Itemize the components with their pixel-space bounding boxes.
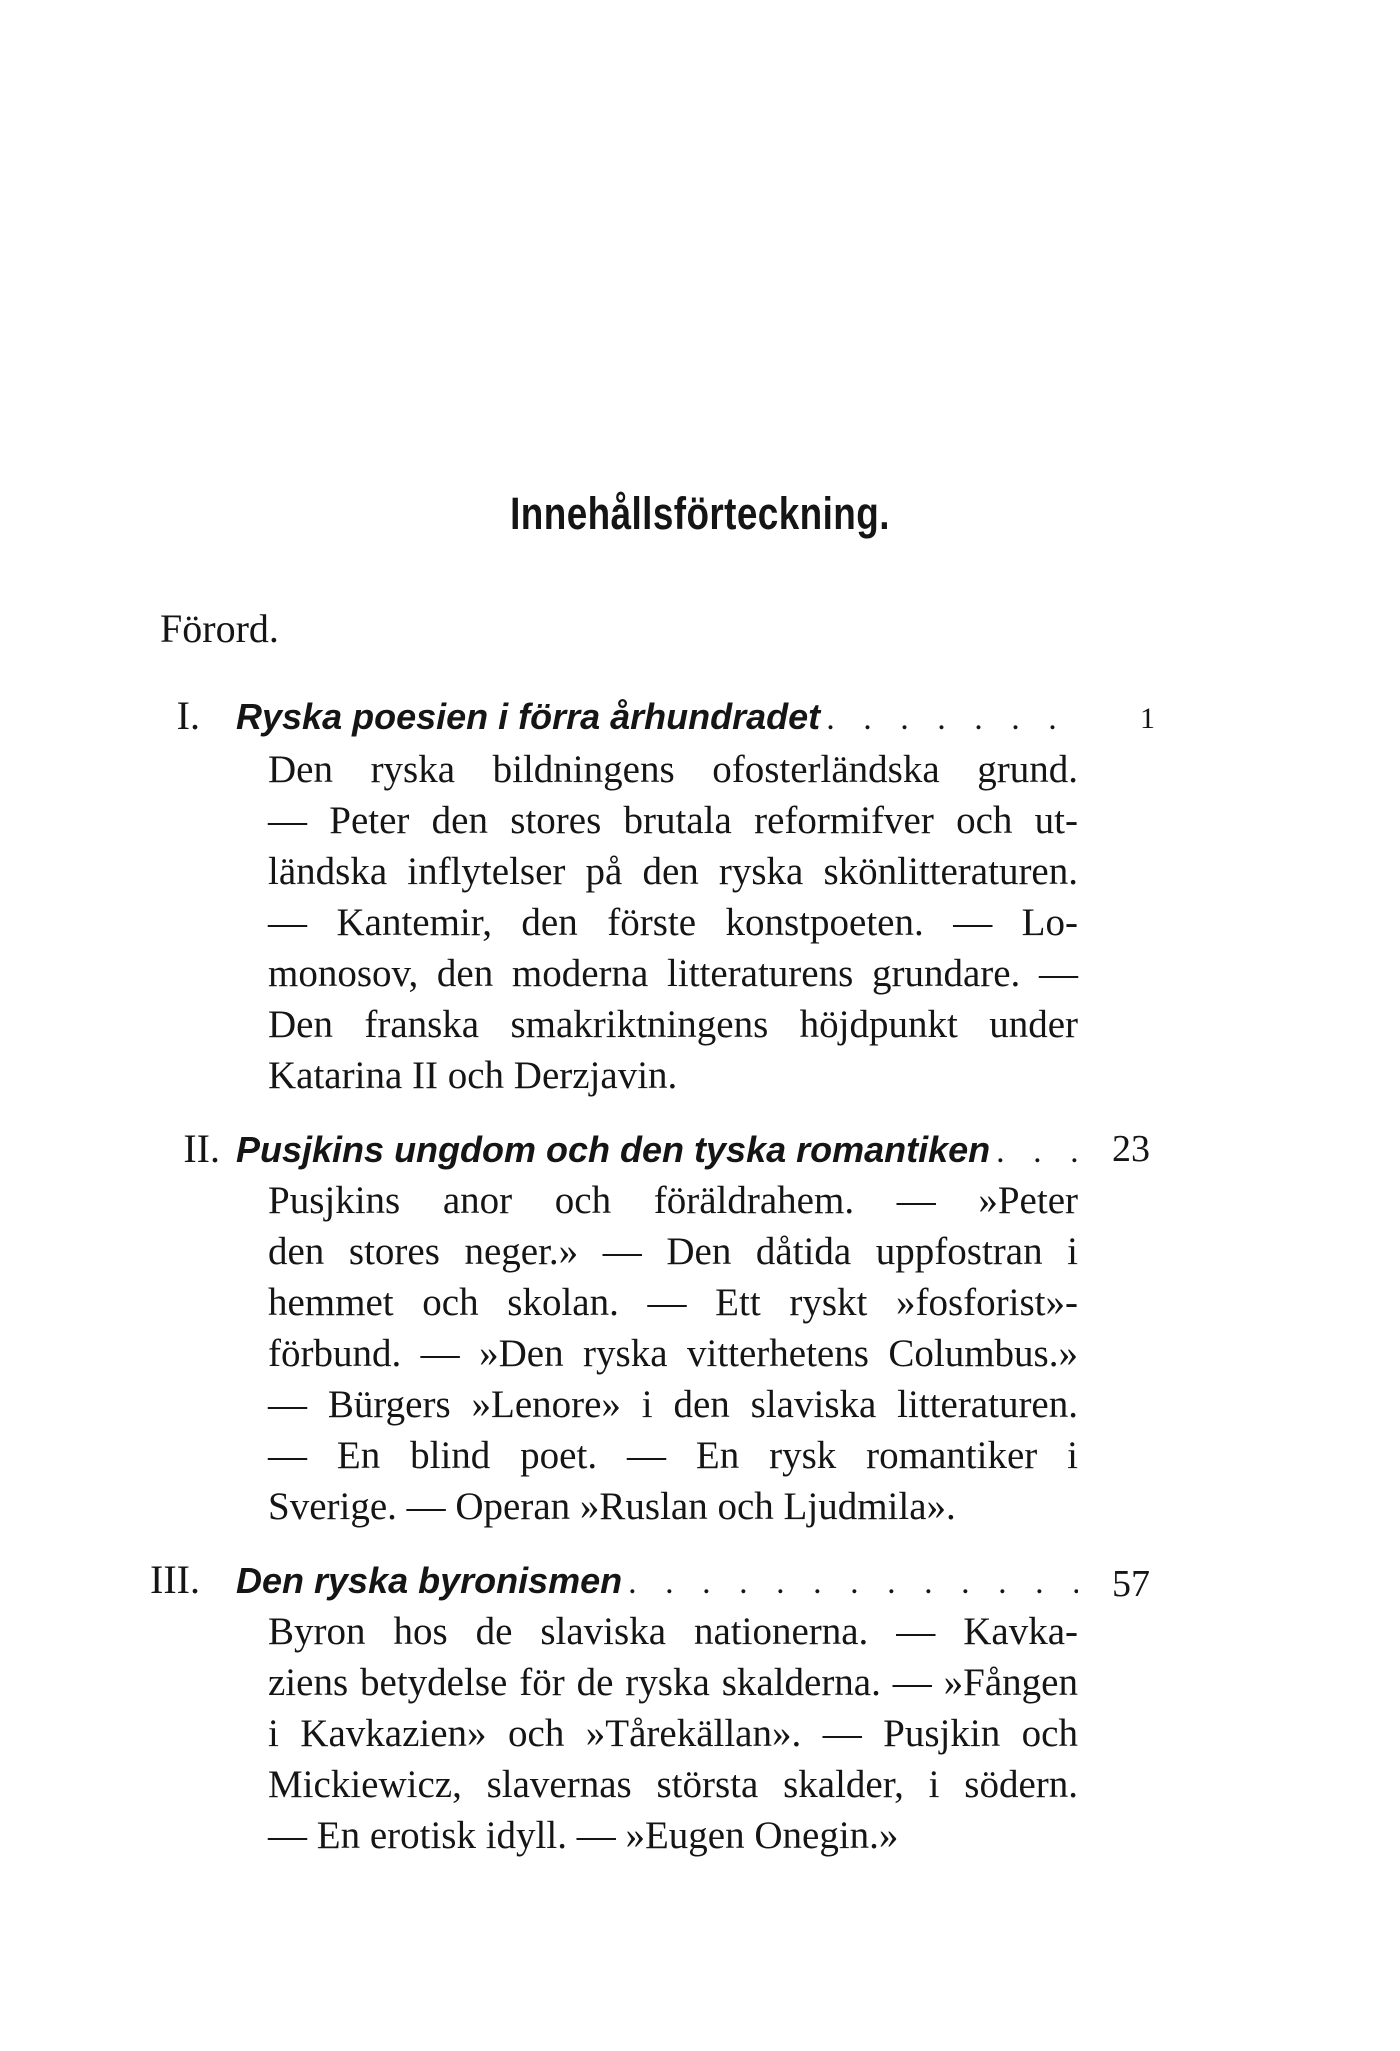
chapter-title: Ryska poesien i förra århundradet: [236, 696, 821, 737]
summary-line: — En blind poet. — En rysk romantiker i: [268, 1434, 1078, 1477]
dot-leader: [820, 700, 1078, 738]
chapter-heading-line: [0, 1556, 1400, 1608]
summary-line: — Bürgers »Lenore» i den slaviska litteraturen.: [268, 1383, 1078, 1426]
chapter-page-number: 1: [1140, 702, 1155, 735]
chapter-title-row: [236, 696, 1078, 738]
summary-line: hemmet och skolan. — Ett ryskt »fosforist»-: [268, 1281, 1078, 1324]
chapter-heading-line: [0, 1125, 1400, 1177]
chapter-title: Den ryska byronismen: [236, 1560, 623, 1601]
summary-line: den stores neger.» — Den dåtida uppfostran i: [268, 1230, 1078, 1273]
summary-line: Den franska smakriktningens höjdpunkt under: [268, 1003, 1078, 1046]
summary-line: ziens betydelse för de ryska skalderna. — »Fången: [268, 1661, 1078, 1704]
summary-line: — Kantemir, den förste konstpoeten. — Lo-: [268, 901, 1078, 944]
chapter-summary: [268, 1606, 1078, 1861]
summary-line: Sverige. — Operan »Ruslan och Ljudmila».: [268, 1485, 956, 1528]
chapter-3: [0, 1556, 1400, 1857]
chapter-1: [0, 692, 1400, 1097]
dot-leader: [622, 1564, 1078, 1602]
chapter-page-number: 23: [1112, 1128, 1150, 1170]
chapter-title-row: [236, 1560, 1078, 1602]
dot-leader: [990, 1133, 1078, 1171]
chapter-title-row: [236, 1129, 1078, 1171]
preface-entry: Förord.: [160, 606, 279, 651]
chapter-title: Pusjkins ungdom och den tyska romantiken: [236, 1129, 991, 1170]
summary-line: förbund. — »Den ryska vitterhetens Columbus.»: [268, 1332, 1078, 1375]
summary-line: — Peter den stores brutala reformifver och ut-: [268, 799, 1078, 842]
summary-line: Byron hos de slaviska nationerna. — Kavka-: [268, 1610, 1078, 1653]
summary-line: — En erotisk idyll. — »Eugen Onegin.»: [268, 1814, 899, 1857]
summary-line: i Kavkazien» och »Tårekällan». — Pusjkin och: [268, 1712, 1078, 1755]
chapter-number: I.: [176, 693, 200, 738]
summary-line: Den ryska bildningens ofosterländska grund.: [268, 748, 1078, 791]
chapter-2: [0, 1125, 1400, 1528]
chapter-summary: [268, 744, 1078, 1101]
chapter-heading-line: [0, 692, 1400, 744]
chapter-number: III.: [150, 1557, 200, 1602]
chapter-page-number: 57: [1112, 1563, 1150, 1605]
summary-line: ländska inflytelser på den ryska skönlitteraturen.: [268, 850, 1078, 893]
page-title: Innehållsförteckning.: [510, 488, 890, 539]
summary-line: Katarina II och Derzjavin.: [268, 1054, 678, 1097]
summary-line: monosov, den moderna litteraturens grundare. —: [268, 952, 1078, 995]
chapter-number: II.: [183, 1126, 220, 1171]
summary-line: Mickiewicz, slavernas största skalder, i södern.: [268, 1763, 1078, 1806]
summary-line: Pusjkins anor och föräldrahem. — »Peter: [268, 1179, 1078, 1222]
chapter-summary: [268, 1175, 1078, 1532]
